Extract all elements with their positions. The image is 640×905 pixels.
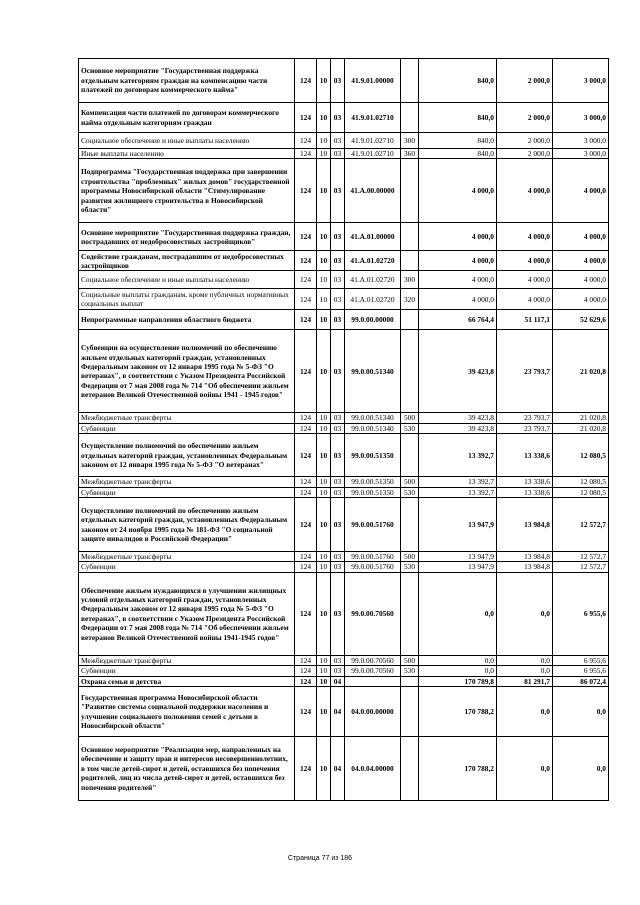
amount-2020: 170 788,2: [419, 687, 497, 737]
amount-2022: 3 000,0: [553, 149, 609, 159]
expense-kind-code: [401, 330, 419, 413]
budget-table-body: [79, 59, 609, 801]
table-row: [79, 687, 609, 737]
amount-2022: 0,0: [553, 737, 609, 801]
table-row: [79, 572, 609, 655]
row-name: Межбюджетные трансферты: [79, 655, 295, 665]
section-code: 10: [317, 666, 331, 676]
section-code: 10: [317, 687, 331, 737]
amount-2021: 13 338,6: [497, 477, 553, 487]
amount-2021: 13 338,6: [497, 434, 553, 477]
amount-2022: 4 000,0: [553, 251, 609, 271]
subsection-code: 03: [331, 552, 345, 562]
expense-kind-code: 530: [401, 666, 419, 676]
row-name: Непрограммные направления областного бюджета: [79, 310, 295, 330]
amount-2022: 12 080,5: [553, 477, 609, 487]
expense-kind-code: 320: [401, 289, 419, 310]
table-row: [79, 477, 609, 487]
expense-kind-code: 500: [401, 413, 419, 423]
amount-2022: 4 000,0: [553, 289, 609, 310]
target-article-code: 41.А.01.00000: [345, 223, 401, 251]
amount-2020: 0,0: [419, 655, 497, 665]
amount-2020: 840,0: [419, 59, 497, 103]
row-name: Охрана семьи и детства: [79, 676, 295, 686]
amount-2021: 0,0: [497, 572, 553, 655]
section-code: 10: [317, 59, 331, 103]
table-row: [79, 737, 609, 801]
subsection-code: 04: [331, 737, 345, 801]
amount-2020: 0,0: [419, 666, 497, 676]
table-row: [79, 413, 609, 423]
row-name: Содействие гражданам, пострадавшим от недобросовестных застройщиков: [79, 251, 295, 271]
subsection-code: 03: [331, 477, 345, 487]
target-article-code: 99.0.00.51350: [345, 477, 401, 487]
target-article-code: 99.0.00.51760: [345, 562, 401, 572]
target-article-code: 99.0.00.51350: [345, 434, 401, 477]
amount-2022: 12 572,7: [553, 498, 609, 552]
amount-2021: 2 000,0: [497, 103, 553, 133]
amount-2022: 12 572,7: [553, 552, 609, 562]
ministry-code: 124: [295, 477, 317, 487]
amount-2022: 21 020,8: [553, 423, 609, 433]
amount-2020: 840,0: [419, 133, 497, 149]
target-article-code: 99.0.00.51340: [345, 330, 401, 413]
row-name: Социальные выплаты гражданам, кроме публичных нормативных социальных выплат: [79, 289, 295, 310]
target-article-code: [345, 676, 401, 686]
amount-2020: 13 392,7: [419, 477, 497, 487]
amount-2021: 13 338,6: [497, 487, 553, 497]
ministry-code: 124: [295, 103, 317, 133]
table-row: [79, 562, 609, 572]
amount-2022: 6 955,6: [553, 572, 609, 655]
amount-2020: 66 764,4: [419, 310, 497, 330]
row-name: Межбюджетные трансферты: [79, 477, 295, 487]
subsection-code: 03: [331, 310, 345, 330]
subsection-code: 04: [331, 687, 345, 737]
amount-2022: 3 000,0: [553, 103, 609, 133]
expense-kind-code: 500: [401, 477, 419, 487]
table-row: [79, 159, 609, 223]
ministry-code: 124: [295, 59, 317, 103]
amount-2021: 0,0: [497, 655, 553, 665]
ministry-code: 124: [295, 434, 317, 477]
section-code: 10: [317, 310, 331, 330]
ministry-code: 124: [295, 223, 317, 251]
target-article-code: 04.0.04.00000: [345, 737, 401, 801]
subsection-code: 03: [331, 413, 345, 423]
expense-kind-code: 300: [401, 271, 419, 289]
section-code: 10: [317, 103, 331, 133]
amount-2022: 21 020,8: [553, 330, 609, 413]
ministry-code: 124: [295, 271, 317, 289]
amount-2022: 86 072,4: [553, 676, 609, 686]
target-article-code: 41.9.01.02710: [345, 103, 401, 133]
table-row: [79, 676, 609, 686]
amount-2021: 4 000,0: [497, 289, 553, 310]
expense-kind-code: 500: [401, 655, 419, 665]
expense-kind-code: [401, 434, 419, 477]
table-row: [79, 487, 609, 497]
row-name: Иные выплаты населению: [79, 149, 295, 159]
amount-2020: 13 947,9: [419, 552, 497, 562]
table-row: [79, 666, 609, 676]
amount-2022: 12 080,5: [553, 487, 609, 497]
table-row: [79, 655, 609, 665]
row-name: Компенсация части платежей по договорам коммерческого найма отдельным категориям граждан: [79, 103, 295, 133]
target-article-code: 99.0.00.70560: [345, 655, 401, 665]
section-code: 10: [317, 737, 331, 801]
amount-2020: 4 000,0: [419, 223, 497, 251]
amount-2020: 840,0: [419, 103, 497, 133]
target-article-code: 99.0.00.51340: [345, 423, 401, 433]
row-name: Межбюджетные трансферты: [79, 413, 295, 423]
row-name: Субвенции на осуществление полномочий по обеспечению жильем отдельных категорий граждан, установленных Федеральным законом от 12 января 1995 года № 5-ФЗ "О ветеранах", в соответствии с Указом Президента Российской Федерации от 7 мая 2008 года № 714 "Об обеспечении жильем ветеранов Великой Отечественной войны 1941 - 1945 годов": [79, 330, 295, 413]
ministry-code: 124: [295, 423, 317, 433]
subsection-code: 03: [331, 159, 345, 223]
subsection-code: 03: [331, 59, 345, 103]
target-article-code: 41.9.01.02710: [345, 133, 401, 149]
target-article-code: 41.А.01.02720: [345, 251, 401, 271]
target-article-code: 99.0.00.00000: [345, 310, 401, 330]
ministry-code: 124: [295, 666, 317, 676]
ministry-code: 124: [295, 655, 317, 665]
expense-kind-code: [401, 310, 419, 330]
amount-2021: 13 984,8: [497, 552, 553, 562]
ministry-code: 124: [295, 133, 317, 149]
ministry-code: 124: [295, 487, 317, 497]
subsection-code: 03: [331, 133, 345, 149]
amount-2021: 2 000,0: [497, 149, 553, 159]
subsection-code: 04: [331, 676, 345, 686]
amount-2022: 12 080,5: [553, 434, 609, 477]
expense-kind-code: [401, 676, 419, 686]
target-article-code: 04.0.00.00000: [345, 687, 401, 737]
row-name: Осуществление полномочий по обеспечению жильем отдельных категорий граждан, установленных Федеральным законом от 12 января 1995 года № 5-ФЗ "О ветеранах": [79, 434, 295, 477]
amount-2021: 51 117,1: [497, 310, 553, 330]
amount-2022: 4 000,0: [553, 159, 609, 223]
subsection-code: 03: [331, 666, 345, 676]
subsection-code: 03: [331, 487, 345, 497]
row-name: Основное мероприятие "Государственная поддержка граждан, пострадавших от недобросовестных застройщиков": [79, 223, 295, 251]
target-article-code: 99.0.00.51340: [345, 413, 401, 423]
amount-2020: 4 000,0: [419, 289, 497, 310]
ministry-code: 124: [295, 562, 317, 572]
amount-2022: 6 955,6: [553, 655, 609, 665]
amount-2020: 4 000,0: [419, 159, 497, 223]
amount-2021: 0,0: [497, 666, 553, 676]
amount-2021: 13 984,8: [497, 562, 553, 572]
subsection-code: 03: [331, 498, 345, 552]
target-article-code: 41.А.00.00000: [345, 159, 401, 223]
table-row: [79, 133, 609, 149]
section-code: 10: [317, 223, 331, 251]
table-row: [79, 251, 609, 271]
amount-2020: 840,0: [419, 149, 497, 159]
amount-2020: 39 423,8: [419, 330, 497, 413]
amount-2021: 4 000,0: [497, 251, 553, 271]
amount-2022: 6 955,6: [553, 666, 609, 676]
amount-2022: 21 020,8: [553, 413, 609, 423]
amount-2021: 13 984,8: [497, 498, 553, 552]
section-code: 10: [317, 330, 331, 413]
amount-2021: 0,0: [497, 687, 553, 737]
subsection-code: 03: [331, 289, 345, 310]
row-name: Обеспечение жильем нуждающихся в улучшении жилищных условий отдельных категорий граждан, установленных Федеральным законом от 12 января 1995 года № 5-ФЗ "О ветеранах", в соответствии с Указом Президента Российской Федерации от 7 мая 2008 года № 714 "Об обеспечении жильем ветеранов Великой Отечественной войны 1941-1945 годов": [79, 572, 295, 655]
section-code: 10: [317, 562, 331, 572]
section-code: 10: [317, 655, 331, 665]
row-name: Субвенции: [79, 487, 295, 497]
ministry-code: 124: [295, 251, 317, 271]
section-code: 10: [317, 498, 331, 552]
section-code: 10: [317, 423, 331, 433]
amount-2022: 3 000,0: [553, 59, 609, 103]
section-code: 10: [317, 413, 331, 423]
amount-2021: 23 793,7: [497, 413, 553, 423]
amount-2022: 3 000,0: [553, 133, 609, 149]
table-row: [79, 59, 609, 103]
amount-2020: 13 392,7: [419, 487, 497, 497]
target-article-code: 41.9.01.00000: [345, 59, 401, 103]
subsection-code: 03: [331, 103, 345, 133]
section-code: 10: [317, 572, 331, 655]
section-code: 10: [317, 251, 331, 271]
table-row: [79, 498, 609, 552]
row-name: Субвенции: [79, 562, 295, 572]
expense-kind-code: 530: [401, 487, 419, 497]
section-code: 10: [317, 149, 331, 159]
row-name: Социальное обеспечение и иные выплаты населению: [79, 271, 295, 289]
amount-2020: 13 392,7: [419, 434, 497, 477]
target-article-code: 99.0.00.51350: [345, 487, 401, 497]
expense-kind-code: [401, 223, 419, 251]
amount-2020: 4 000,0: [419, 251, 497, 271]
table-row: [79, 330, 609, 413]
subsection-code: 03: [331, 655, 345, 665]
subsection-code: 03: [331, 251, 345, 271]
amount-2020: 170 788,2: [419, 737, 497, 801]
expense-kind-code: [401, 572, 419, 655]
amount-2021: 4 000,0: [497, 159, 553, 223]
section-code: 10: [317, 271, 331, 289]
target-article-code: 99.0.00.51760: [345, 498, 401, 552]
amount-2022: 4 000,0: [553, 271, 609, 289]
subsection-code: 03: [331, 271, 345, 289]
row-name: Государственная программа Новосибирской области "Развитие системы социальной поддержки населения и улучшение социального положения семей с детьми в Новосибирской области": [79, 687, 295, 737]
subsection-code: 03: [331, 223, 345, 251]
amount-2020: 13 947,9: [419, 562, 497, 572]
expense-kind-code: [401, 59, 419, 103]
amount-2020: 170 789,8: [419, 676, 497, 686]
ministry-code: 124: [295, 159, 317, 223]
subsection-code: 03: [331, 330, 345, 413]
row-name: Межбюджетные трансферты: [79, 552, 295, 562]
subsection-code: 03: [331, 149, 345, 159]
expense-kind-code: 300: [401, 133, 419, 149]
table-row: [79, 310, 609, 330]
amount-2021: 4 000,0: [497, 223, 553, 251]
ministry-code: 124: [295, 737, 317, 801]
target-article-code: 99.0.00.70560: [345, 666, 401, 676]
subsection-code: 03: [331, 434, 345, 477]
subsection-code: 03: [331, 562, 345, 572]
table-row: [79, 423, 609, 433]
ministry-code: 124: [295, 572, 317, 655]
expense-kind-code: [401, 103, 419, 133]
ministry-code: 124: [295, 310, 317, 330]
row-name: Социальное обеспечение и иные выплаты населению: [79, 133, 295, 149]
expense-kind-code: 500: [401, 552, 419, 562]
budget-table: [78, 58, 609, 801]
row-name: Субвенции: [79, 666, 295, 676]
target-article-code: 99.0.00.51760: [345, 552, 401, 562]
table-row: [79, 289, 609, 310]
ministry-code: 124: [295, 676, 317, 686]
amount-2020: 4 000,0: [419, 271, 497, 289]
expense-kind-code: [401, 498, 419, 552]
amount-2021: 4 000,0: [497, 271, 553, 289]
section-code: 10: [317, 676, 331, 686]
ministry-code: 124: [295, 498, 317, 552]
section-code: 10: [317, 477, 331, 487]
section-code: 10: [317, 159, 331, 223]
amount-2022: 0,0: [553, 687, 609, 737]
expense-kind-code: 530: [401, 562, 419, 572]
row-name: Основное мероприятие "Реализация мер, направленных на обеспечение и защиту прав и интересов несовершеннолетних, в том числе детей-сирот и детей, оставшихся без попечения родителей, лиц из числа детей-сирот и детей, оставшихся без попечения родителей": [79, 737, 295, 801]
amount-2020: 0,0: [419, 572, 497, 655]
amount-2021: 0,0: [497, 737, 553, 801]
amount-2021: 2 000,0: [497, 133, 553, 149]
expense-kind-code: 360: [401, 149, 419, 159]
section-code: 10: [317, 133, 331, 149]
section-code: 10: [317, 487, 331, 497]
amount-2021: 81 291,7: [497, 676, 553, 686]
table-row: [79, 149, 609, 159]
ministry-code: 124: [295, 149, 317, 159]
ministry-code: 124: [295, 687, 317, 737]
table-row: [79, 552, 609, 562]
target-article-code: 41.А.01.02720: [345, 289, 401, 310]
amount-2020: 39 423,8: [419, 413, 497, 423]
section-code: 10: [317, 552, 331, 562]
amount-2022: 12 572,7: [553, 562, 609, 572]
row-name: Осуществление полномочий по обеспечению жильем отдельных категорий граждан, установленных Федеральным законом от 24 ноября 1995 года № 181-ФЗ "О социальной защите инвалидов в Российской Федерации": [79, 498, 295, 552]
section-code: 10: [317, 289, 331, 310]
amount-2022: 52 629,6: [553, 310, 609, 330]
amount-2020: 39 423,8: [419, 423, 497, 433]
amount-2020: 13 947,9: [419, 498, 497, 552]
subsection-code: 03: [331, 572, 345, 655]
amount-2021: 2 000,0: [497, 59, 553, 103]
ministry-code: 124: [295, 289, 317, 310]
table-row: [79, 223, 609, 251]
expense-kind-code: [401, 687, 419, 737]
section-code: 10: [317, 434, 331, 477]
expense-kind-code: 530: [401, 423, 419, 433]
ministry-code: 124: [295, 552, 317, 562]
expense-kind-code: [401, 159, 419, 223]
row-name: Подпрограмма "Государственная поддержка при завершении строительства "проблемных" жилых домов" государственной программы Новосибирской области "Стимулирование развития жилищного строительства в Новосибирской области": [79, 159, 295, 223]
expense-kind-code: [401, 251, 419, 271]
target-article-code: 41.А.01.02720: [345, 271, 401, 289]
amount-2022: 4 000,0: [553, 223, 609, 251]
row-name: Основное мероприятие "Государственная поддержка отдельным категориям граждан на компенсацию части платежей по договорам коммерческого найма": [79, 59, 295, 103]
page-footer: Страница 77 из 186: [287, 855, 353, 862]
table-row: [79, 434, 609, 477]
ministry-code: 124: [295, 330, 317, 413]
row-name: Субвенции: [79, 423, 295, 433]
amount-2021: 23 793,7: [497, 330, 553, 413]
expense-kind-code: [401, 737, 419, 801]
target-article-code: 99.0.00.70560: [345, 572, 401, 655]
table-row: [79, 103, 609, 133]
target-article-code: 41.9.01.02710: [345, 149, 401, 159]
amount-2021: 23 793,7: [497, 423, 553, 433]
table-row: [79, 271, 609, 289]
ministry-code: 124: [295, 413, 317, 423]
subsection-code: 03: [331, 423, 345, 433]
